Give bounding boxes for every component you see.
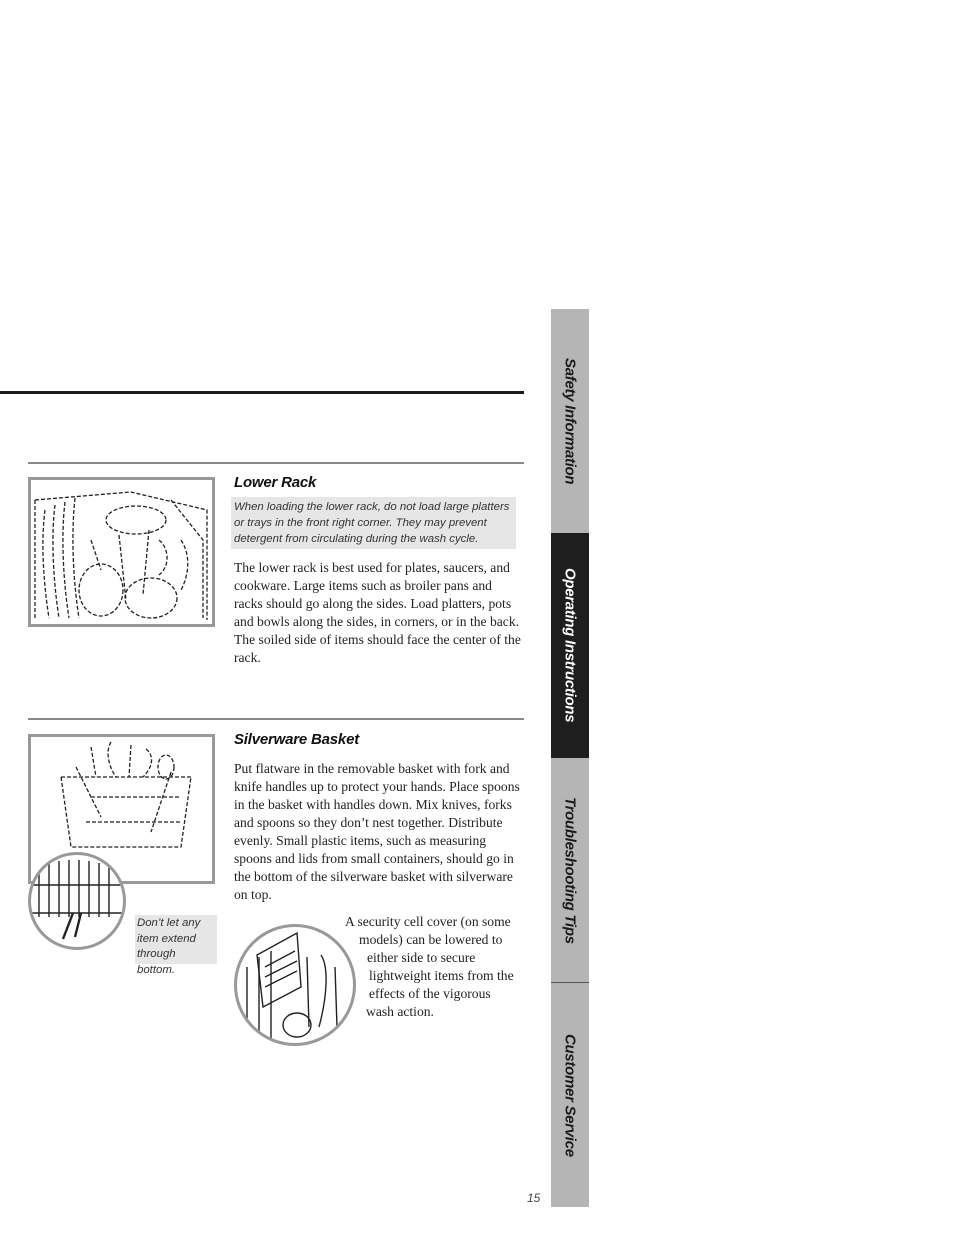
tab-label: Operating Instructions	[561, 568, 579, 723]
silverware-body: Put flatware in the removable basket with fork and knife handles up to protect your hands. Place spoons in the basket with handles down. Mix knives, forks and spoons so they don’t nest together. Distribute evenly. Small plastic items, such as measuring spoons and lids from small containers, should go in the bottom of the silverware basket with silverware on top.	[234, 761, 520, 902]
security-cell-circle	[234, 924, 356, 1046]
tab-operating-instructions[interactable]	[551, 533, 589, 758]
section-tabs	[551, 309, 589, 1207]
security-line: wash action.	[366, 1004, 434, 1019]
basket-caption: Don’t let any item extend through bottom.	[135, 915, 217, 964]
lower-rack-illustration	[28, 477, 215, 627]
security-line: effects of the vigorous	[369, 986, 491, 1001]
silverware-rule	[28, 718, 524, 720]
lower-rack-note: When loading the lower rack, do not load large platters or trays in the front right corner. They may prevent detergent from circulating during the wash cycle.	[231, 497, 516, 549]
security-line: models) can be lowered to	[359, 932, 503, 947]
lower-rack-rule	[28, 462, 524, 464]
top-rule	[0, 391, 524, 394]
tab-troubleshooting-tips[interactable]	[551, 758, 589, 982]
lower-rack-body: The lower rack is best used for plates, saucers, and cookware. Large items such as broiler pans and racks should go along the sides. Load platters, pots and bowls along the sides, in corners, or in the back. The soiled side of items should face the center of the rack.	[234, 560, 521, 665]
tab-label: Customer Service	[561, 1033, 579, 1157]
tab-label: Safety Information	[561, 357, 579, 485]
security-line: lightweight items from the	[369, 968, 514, 983]
page-number: 15	[527, 1191, 541, 1205]
security-line: A security cell cover (on some	[345, 914, 511, 929]
tab-customer-service[interactable]	[551, 982, 589, 1207]
lower-rack-heading: Lower Rack	[234, 474, 317, 491]
basket-bottom-detail-circle	[28, 852, 126, 950]
security-line: either side to secure	[367, 950, 476, 965]
tab-safety-information[interactable]	[551, 309, 589, 533]
silverware-heading: Silverware Basket	[234, 731, 360, 748]
tab-label: Troubleshooting Tips	[561, 796, 579, 944]
